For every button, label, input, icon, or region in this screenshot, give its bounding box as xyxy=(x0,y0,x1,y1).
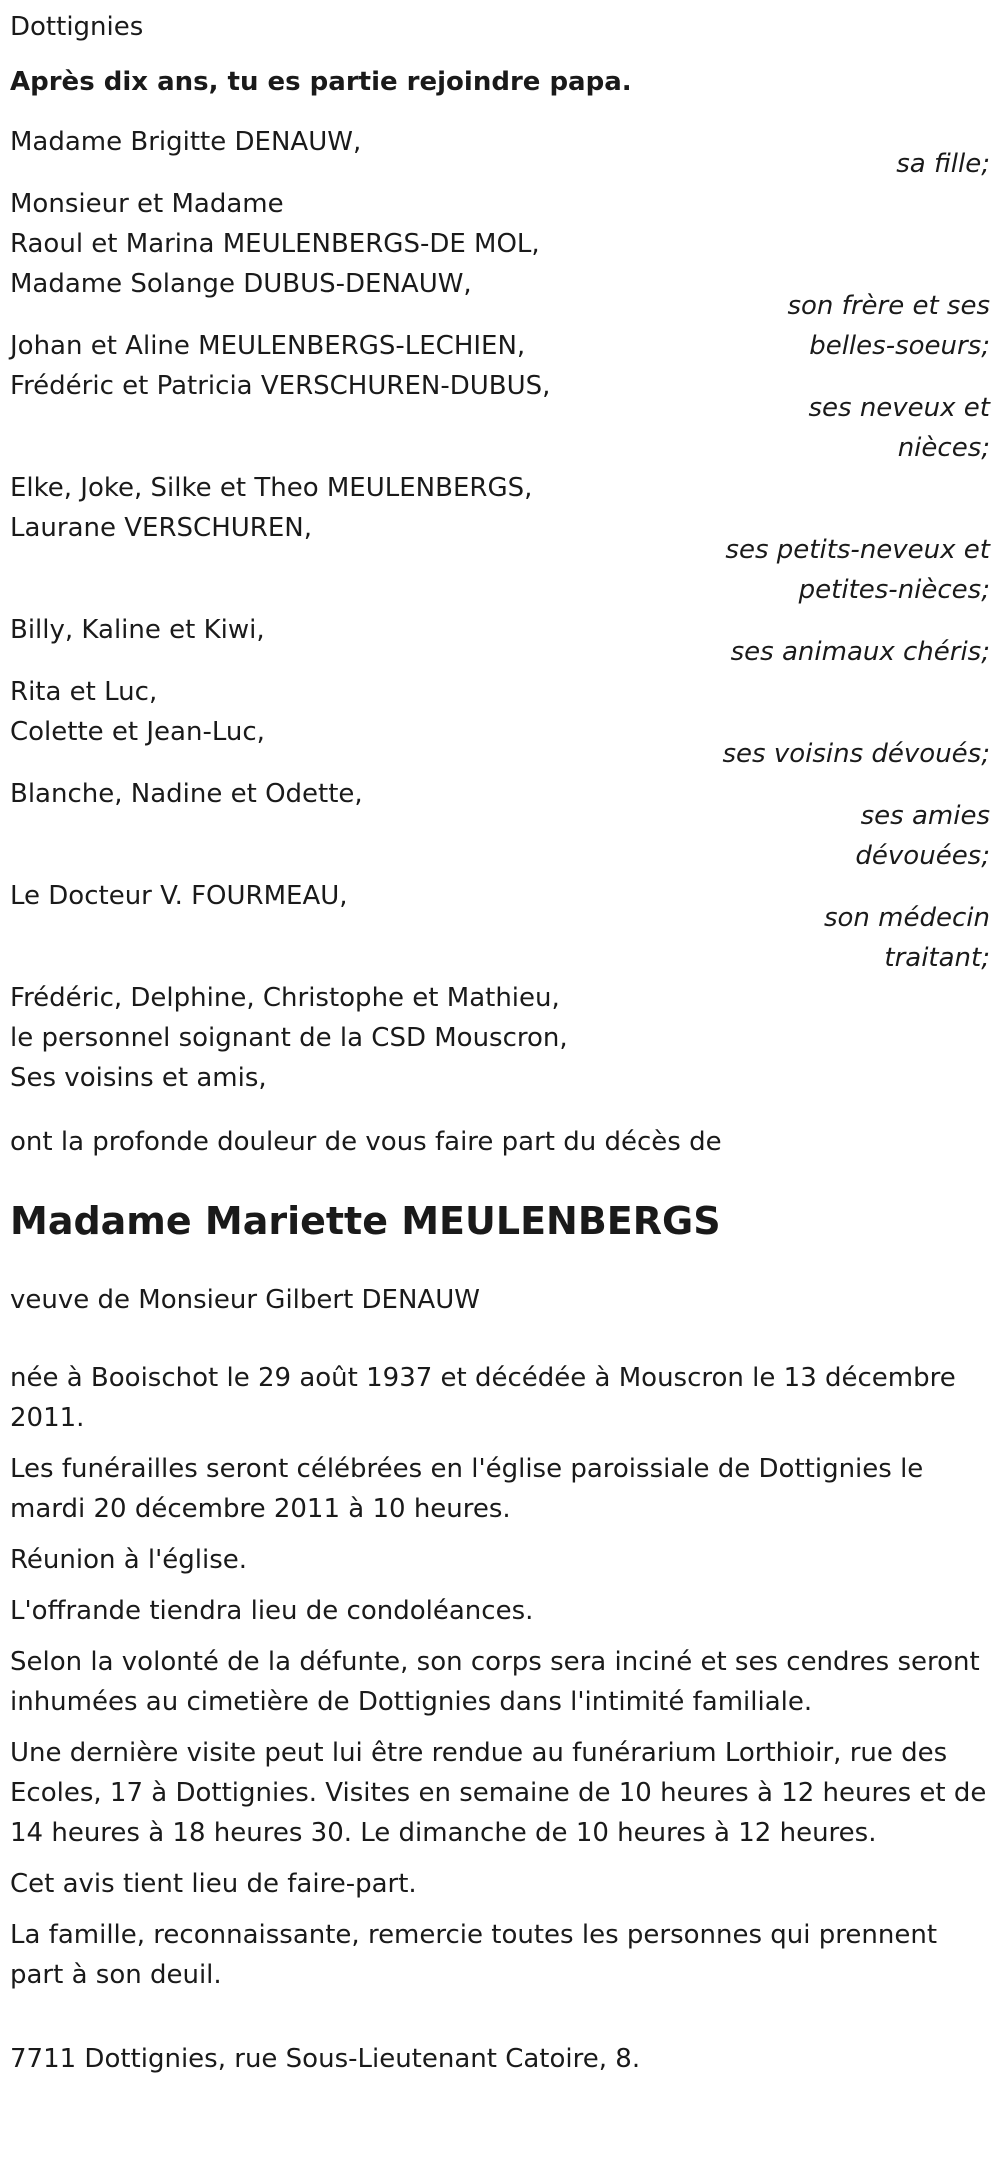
offering-details: L'offrande tiendra lieu de condoléances. xyxy=(10,1596,534,1626)
obituary-notice xyxy=(10,0,990,2079)
city-name: Dottignies xyxy=(10,12,144,42)
family-group-daughter xyxy=(10,122,990,184)
family-group-friends xyxy=(10,774,990,876)
relation-line: traitant; xyxy=(884,943,990,973)
deceased-name: Madame Mariette MEULENBERGS xyxy=(10,1199,721,1243)
relation-line: son médecin xyxy=(823,903,990,933)
relation-line: ses amies xyxy=(860,801,990,831)
birth-death-details: née à Booischot le 29 août 1937 et décédée à Mouscron le 13 décembre 2011. xyxy=(10,1363,956,1433)
name-line: Rita et Luc, xyxy=(10,677,158,707)
name-line: Ses voisins et amis, xyxy=(10,1063,267,1093)
headline: Après dix ans, tu es partie rejoindre papa. xyxy=(10,67,632,97)
thanks-details: La famille, reconnaissante, remercie toutes les personnes qui prennent part à son deuil. xyxy=(10,1920,938,1990)
group-names xyxy=(10,774,990,814)
visit-details: Une dernière visite peut lui être rendue au funérarium Lorthioir, rue des Ecoles, 17 à Dottignies. Visites en semaine de 10 heures à 12 heures et de 14 heures à 18 heures 30. Le dimanche de 10 heures à 12 heures. xyxy=(10,1738,987,1848)
name-line: Madame Solange DUBUS-DENAUW, xyxy=(10,269,472,299)
family-group-pets xyxy=(10,610,990,672)
relation-line: dévouées; xyxy=(855,841,990,871)
name-line: Le Docteur V. FOURMEAU, xyxy=(10,881,348,911)
relation-line: nièces; xyxy=(897,433,990,463)
name-line: Madame Brigitte DENAUW, xyxy=(10,127,362,157)
name-line: Raoul et Marina MEULENBERGS-DE MOL, xyxy=(10,229,540,259)
family-group-caregivers xyxy=(10,978,990,1098)
cremation-details: Selon la volonté de la défunte, son corps sera inciné et ses cendres seront inhumées au cimetière de Dottignies dans l'intimité familiale. xyxy=(10,1647,980,1717)
relation-line: ses animaux chéris; xyxy=(730,637,990,667)
group-names xyxy=(10,978,990,1098)
announcement-text: ont la profonde douleur de vous faire part du décès de xyxy=(10,1127,722,1157)
funeral-details: Les funérailles seront célébrées en l'église paroissiale de Dottignies le mardi 20 décembre 2011 à 10 heures. xyxy=(10,1454,924,1524)
family-group-nephews xyxy=(10,326,990,468)
name-line: Monsieur et Madame xyxy=(10,189,284,219)
group-names xyxy=(10,122,990,162)
relation-label xyxy=(855,796,990,876)
name-line: Colette et Jean-Luc, xyxy=(10,717,265,747)
name-line: Frédéric et Patricia VERSCHUREN-DUBUS, xyxy=(10,371,551,401)
family-group-doctor xyxy=(10,876,990,978)
name-line: Johan et Aline MEULENBERGS-LECHIEN, xyxy=(10,331,526,361)
relation-label xyxy=(725,530,990,610)
meeting-details: Réunion à l'église. xyxy=(10,1545,248,1575)
name-line: le personnel soignant de la CSD Mouscron, xyxy=(10,1023,568,1053)
name-line: Elke, Joke, Silke et Theo MEULENBERGS, xyxy=(10,473,533,503)
relation-label xyxy=(731,632,990,672)
relation-label xyxy=(824,898,990,978)
relation-line: petites-nièces; xyxy=(798,575,990,605)
relation-line: son frère et ses xyxy=(787,291,990,321)
notice-details: Cet avis tient lieu de faire-part. xyxy=(10,1869,417,1899)
relation-line: ses neveux et xyxy=(808,393,990,423)
relation-line: sa fille; xyxy=(896,149,990,179)
family-group-neighbours xyxy=(10,672,990,774)
relation-line: ses petits-neveux et xyxy=(725,535,990,565)
address: 7711 Dottignies, rue Sous-Lieutenant Catoire, 8. xyxy=(10,2044,641,2074)
relation-line: belles-soeurs; xyxy=(809,331,990,361)
relation-label xyxy=(808,388,990,468)
widow-of-text: veuve de Monsieur Gilbert DENAUW xyxy=(10,1285,480,1315)
name-line: Laurane VERSCHUREN, xyxy=(10,513,312,543)
relation-label xyxy=(896,144,990,184)
relation-line: ses voisins dévoués; xyxy=(722,739,990,769)
family-group-grandnephews xyxy=(10,468,990,610)
name-line: Frédéric, Delphine, Christophe et Mathieu, xyxy=(10,983,560,1013)
relation-label xyxy=(722,734,990,774)
name-line: Billy, Kaline et Kiwi, xyxy=(10,615,265,645)
name-line: Blanche, Nadine et Odette, xyxy=(10,779,363,809)
